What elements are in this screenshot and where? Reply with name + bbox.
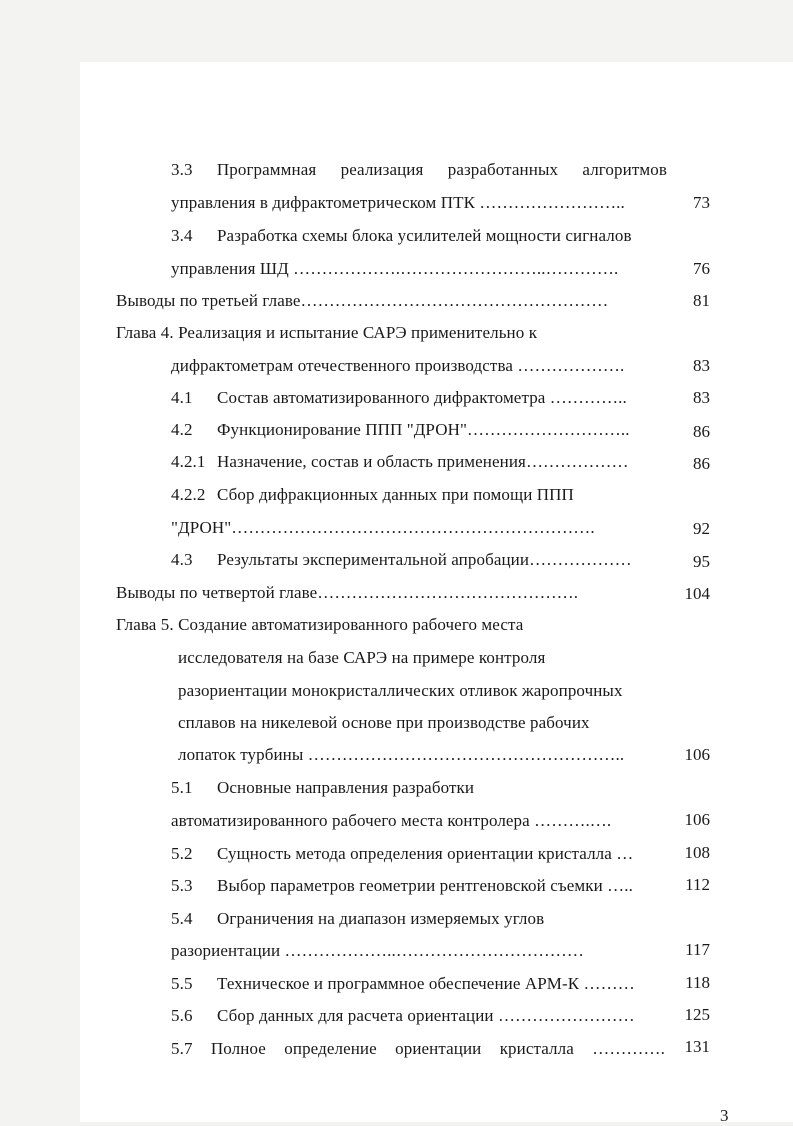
toc-page-number: 95 [693, 552, 710, 571]
toc-entry-4-2-2-line1: 4.2.2 Сбор дифракционных данных при помощи ППП [171, 485, 574, 504]
toc-entry-5-6: 5.6 Сбор данных для расчета ориентации …………………… [171, 1006, 635, 1025]
toc-entry-5-5: 5.5 Техническое и программное обеспечение АРМ-К ……… [171, 974, 635, 993]
toc-entry-4-2-1: 4.2.1 Назначение, состав и область применения……………… [171, 452, 629, 471]
toc-chapter-4-line2: дифрактометрам отечественного производства ………………. [171, 356, 625, 375]
toc-page-number: 108 [684, 843, 710, 862]
toc-entry-5-2: 5.2 Сущность метода определения ориентации кристалла … [171, 844, 634, 863]
toc-chapter-4-title: Глава 4. Реализация и испытание САРЭ применительно к [116, 323, 538, 342]
toc-entry-5-1-line1: 5.1 Основные направления разработки [171, 778, 475, 797]
toc-entry-number: 5.4 [171, 909, 193, 928]
toc-entry-5-7: 5.7 Полное определение ориентации кристалла …………. [171, 1039, 665, 1058]
toc-entry-3-4-line2: управления ШД ……………….……………………..…………. [171, 259, 619, 278]
toc-page-number: 131 [684, 1037, 710, 1056]
toc-entry-number: 5.1 [171, 778, 193, 797]
toc-page-number: 76 [693, 259, 710, 278]
toc-page-number: 81 [693, 291, 710, 310]
toc-entry-number: 4.3 [171, 550, 193, 569]
toc-entry-4-2-2-line2: "ДРОН"………………………………………………………. [171, 518, 595, 537]
toc-entry-number: 5.6 [171, 1006, 193, 1025]
toc-entry-number: 5.7 [171, 1039, 193, 1058]
toc-page-number: 118 [685, 973, 710, 992]
toc-entry-5-3: 5.3 Выбор параметров геометрии рентгеновской съемки ….. [171, 876, 633, 895]
toc-page-number: 117 [685, 940, 710, 959]
toc-page-number: 83 [693, 388, 710, 407]
toc-entry-3-3-line2: управления в дифрактометрическом ПТК …………………….. [171, 193, 625, 212]
toc-page-number: 92 [693, 519, 710, 538]
toc-page-number: 106 [684, 810, 710, 829]
toc-chapter-5-line5: лопаток турбины ……………………………………………….. [178, 745, 625, 764]
toc-entry-number: 5.5 [171, 974, 193, 993]
toc-page-number: 86 [693, 454, 710, 473]
toc-chapter-5-title: Глава 5. Создание автоматизированного рабочего места [116, 615, 524, 634]
toc-entry-number: 5.3 [171, 876, 193, 895]
toc-entry-3-4-line1: 3.4 Разработка схемы блока усилителей мощности сигналов [171, 226, 632, 245]
toc-entry-5-4-line2: разориентации ………………..…………………………… [171, 941, 584, 960]
toc-page-number: 106 [684, 745, 710, 764]
toc-entry-number: 5.2 [171, 844, 193, 863]
toc-entry-number: 3.4 [171, 226, 193, 245]
toc-entry-number: 4.1 [171, 388, 193, 407]
toc-entry-conclusions-4: Выводы по четвертой главе………………………………………. [116, 583, 579, 602]
toc-entry-3-3-line1: 3.3 Программная реализация разработанных алгоритмов [171, 160, 667, 179]
toc-page-number: 86 [693, 422, 710, 441]
toc-entry-5-4-line1: 5.4 Ограничения на диапазон измеряемых углов [171, 909, 545, 928]
toc-chapter-5-line4: сплавов на никелевой основе при производстве рабочих [178, 713, 590, 732]
toc-page-number: 83 [693, 356, 710, 375]
toc-page-number: 104 [684, 584, 710, 603]
toc-page-number: 112 [685, 875, 710, 894]
toc-entry-number: 4.2.1 [171, 452, 206, 471]
toc-entry-number: 4.2.2 [171, 485, 206, 504]
page-number: 3 [720, 1106, 729, 1125]
toc-page-number: 125 [684, 1005, 710, 1024]
toc-entry-conclusions-3: Выводы по третьей главе……………………………………………… [116, 291, 609, 310]
toc-entry-4-1: 4.1 Состав автоматизированного дифрактометра ………….. [171, 388, 627, 407]
toc-entry-number: 3.3 [171, 160, 193, 179]
toc-entry-4-3: 4.3 Результаты экспериментальной апробации……………… [171, 550, 632, 569]
toc-chapter-5-line3: разориентации монокристаллических отливок жаропрочных [178, 681, 623, 700]
toc-chapter-5-line2: исследователя на базе САРЭ на примере контроля [178, 648, 546, 667]
toc-entry-number: 4.2 [171, 420, 193, 439]
toc-entry-4-2: 4.2 Функционирование ППП "ДРОН"……………………….. [171, 420, 630, 439]
toc-entry-5-1-line2: автоматизированного рабочего места контролера ……….…. [171, 811, 612, 830]
toc-page-number: 73 [693, 193, 710, 212]
